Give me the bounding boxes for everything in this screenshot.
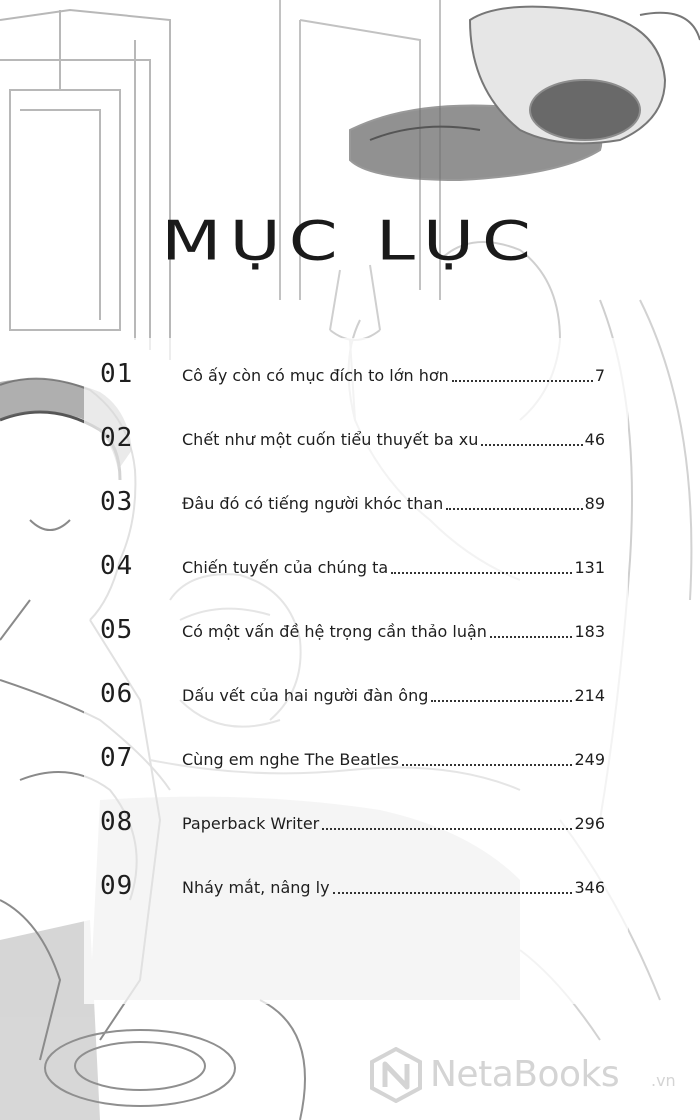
chapter-number: 05 — [100, 615, 134, 645]
chapter-number: 08 — [100, 807, 134, 837]
toc-entry[interactable] — [100, 742, 605, 776]
chapter-page: 183 — [574, 622, 605, 641]
watermark-suffix: .vn — [651, 1071, 676, 1090]
chapter-line — [182, 426, 605, 452]
chapter-title: Cùng em nghe The Beatles — [182, 750, 399, 769]
chapter-line — [182, 490, 605, 516]
chapter-number: 09 — [100, 871, 134, 901]
chapter-number: 04 — [100, 551, 134, 581]
chapter-page: 296 — [574, 814, 605, 833]
dot-leader — [391, 572, 572, 574]
toc-entry[interactable] — [100, 870, 605, 904]
chapter-page: 7 — [594, 366, 605, 385]
dot-leader — [452, 380, 593, 382]
toc-entry[interactable] — [100, 806, 605, 840]
chapter-number: 06 — [100, 679, 134, 709]
toc-entry[interactable] — [100, 678, 605, 712]
chapter-page: 89 — [584, 494, 605, 513]
chapter-title: Cô ấy còn có mục đích to lớn hơn — [182, 366, 449, 385]
chapter-page: 46 — [584, 430, 605, 449]
chapter-title: Đâu đó có tiếng người khóc than — [182, 494, 444, 513]
toc-entry[interactable] — [100, 614, 605, 648]
dot-leader — [431, 700, 572, 702]
chapter-number: 02 — [100, 423, 134, 453]
chapter-number: 01 — [100, 359, 134, 389]
toc-entry[interactable] — [100, 550, 605, 584]
chapter-line — [182, 810, 605, 836]
chapter-number: 03 — [100, 487, 134, 517]
n-hexagon-logo-icon — [368, 1047, 424, 1103]
dot-leader — [446, 508, 582, 510]
chapter-title: Chết như một cuốn tiểu thuyết ba xu — [182, 430, 479, 449]
chapter-page: 131 — [574, 558, 605, 577]
chapter-title: Chiến tuyến của chúng ta — [182, 558, 389, 577]
toc-entry[interactable] — [100, 422, 605, 456]
chapter-line — [182, 362, 605, 388]
chapter-page: 346 — [574, 878, 605, 897]
page-title: MỤC LỤC — [161, 208, 539, 273]
toc-entry[interactable] — [100, 358, 605, 392]
chapter-line — [182, 554, 605, 580]
chapter-page: 214 — [574, 686, 605, 705]
chapter-line — [182, 746, 605, 772]
toc-entry[interactable] — [100, 486, 605, 520]
dot-leader — [481, 444, 582, 446]
chapter-line — [182, 874, 605, 900]
dot-leader — [402, 764, 573, 766]
chapter-line — [182, 618, 605, 644]
watermark-brand: NetaBooks — [430, 1054, 620, 1095]
dot-leader — [333, 892, 573, 894]
chapter-title: Dấu vết của hai người đàn ông — [182, 686, 429, 705]
dot-leader — [490, 636, 573, 638]
netabooks-watermark — [368, 1045, 688, 1105]
chapter-number: 07 — [100, 743, 134, 773]
chapter-line — [182, 682, 605, 708]
chapter-title: Paperback Writer — [182, 814, 320, 833]
chapter-title: Có một vấn đề hệ trọng cần thảo luận — [182, 622, 487, 641]
spilled-cup — [350, 7, 700, 180]
chapter-title: Nháy mắt, nâng ly — [182, 878, 330, 897]
dot-leader — [322, 828, 572, 830]
chapter-page: 249 — [574, 750, 605, 769]
window-frame-left — [0, 10, 170, 360]
